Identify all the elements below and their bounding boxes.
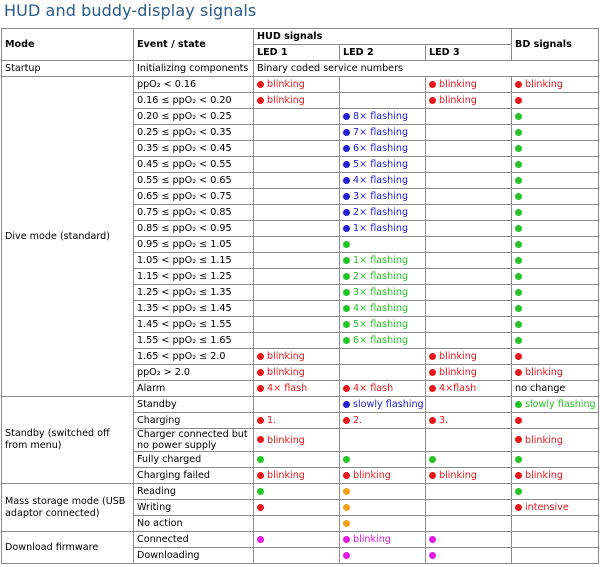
led1-cell [254, 253, 340, 269]
event-cell: 1.65 < ppO₂ ≤ 2.0 [134, 349, 254, 365]
led1-cell [254, 109, 340, 125]
led2-cell [340, 221, 426, 237]
mode-cell: Standby (switched off from menu) [2, 397, 134, 484]
header-led3: LED 3 [426, 45, 512, 61]
status-dot-icon [515, 177, 522, 184]
status-dot-icon [515, 97, 522, 104]
signal-label: blinking [525, 470, 563, 481]
bd-cell [512, 253, 599, 269]
led1-cell [254, 125, 340, 141]
signal-label: blinking [439, 367, 477, 378]
status-dot-icon [515, 145, 522, 152]
led1-cell [254, 532, 340, 548]
status-dot-icon [429, 552, 436, 559]
status-dot-icon [343, 520, 350, 527]
event-cell: Initializing components [134, 61, 254, 77]
led1-cell [254, 189, 340, 205]
status-dot-icon [257, 504, 264, 511]
led2-cell [340, 173, 426, 189]
status-dot-icon [343, 385, 350, 392]
signal-label: blinking [267, 79, 305, 90]
table-row [2, 484, 599, 500]
signal-label: blinking [439, 470, 477, 481]
status-dot-icon [515, 225, 522, 232]
event-cell: 1.35 < ppO₂ ≤ 1.45 [134, 301, 254, 317]
status-dot-icon [343, 488, 350, 495]
event-cell: 1.15 < ppO₂ ≤ 1.25 [134, 269, 254, 285]
status-dot-icon [343, 257, 350, 264]
status-dot-icon [257, 385, 264, 392]
event-cell: ppO₂ > 2.0 [134, 365, 254, 381]
header-led1: LED 1 [254, 45, 340, 61]
signal-span-cell: Binary coded service numbers [254, 61, 599, 77]
signal-label: 2. [353, 415, 363, 426]
header-event: Event / state [134, 29, 254, 61]
page-title: HUD and buddy-display signals [4, 1, 257, 20]
led2-cell [340, 77, 426, 93]
signal-label: 2× flashing [353, 207, 409, 218]
event-cell: 0.55 ≤ ppO₂ < 0.65 [134, 173, 254, 189]
led2-cell [340, 413, 426, 429]
header-row [2, 29, 599, 45]
event-cell: Charging failed [134, 468, 254, 484]
status-dot-icon [429, 353, 436, 360]
led3-cell [426, 468, 512, 484]
event-cell: 0.95 ≤ ppO₂ ≤ 1.05 [134, 237, 254, 253]
status-dot-icon [515, 113, 522, 120]
signal-label: 5× flashing [353, 159, 409, 170]
led1-cell [254, 333, 340, 349]
signal-label: 4×flash [439, 383, 477, 394]
led3-cell [426, 141, 512, 157]
bd-cell [512, 500, 599, 516]
led1-cell [254, 365, 340, 381]
led1-cell [254, 381, 340, 397]
event-cell: 0.45 ≤ ppO₂ < 0.55 [134, 157, 254, 173]
led2-cell [340, 109, 426, 125]
bd-cell [512, 333, 599, 349]
led3-cell [426, 397, 512, 413]
led3-cell [426, 125, 512, 141]
signal-label: blinking [525, 367, 563, 378]
bd-cell [512, 429, 599, 452]
event-cell: Writing [134, 500, 254, 516]
signal-label: 4× flashing [353, 175, 409, 186]
status-dot-icon [515, 129, 522, 136]
led1-cell [254, 285, 340, 301]
status-dot-icon [515, 369, 522, 376]
signal-label: blinking [267, 434, 305, 446]
led3-cell [426, 221, 512, 237]
signal-label: blinking [439, 79, 477, 90]
signal-label: blinking [267, 95, 305, 106]
status-dot-icon [343, 456, 350, 463]
status-dot-icon [515, 193, 522, 200]
bd-cell [512, 397, 599, 413]
led2-cell [340, 189, 426, 205]
status-dot-icon [257, 456, 264, 463]
status-dot-icon [515, 257, 522, 264]
status-dot-icon [515, 337, 522, 344]
status-dot-icon [343, 161, 350, 168]
signal-label: 4× flash [267, 383, 308, 394]
event-cell: Reading [134, 484, 254, 500]
status-dot-icon [515, 241, 522, 248]
status-dot-icon [257, 353, 264, 360]
led2-cell [340, 141, 426, 157]
led1-cell [254, 93, 340, 109]
signal-label: 8× flashing [353, 111, 409, 122]
table-row [2, 61, 599, 77]
led3-cell [426, 317, 512, 333]
signal-label: 1. [267, 415, 277, 426]
bd-cell [512, 516, 599, 532]
bd-cell [512, 125, 599, 141]
status-dot-icon [257, 369, 264, 376]
header-led2: LED 2 [340, 45, 426, 61]
led1-cell [254, 77, 340, 93]
table-row [2, 532, 599, 548]
led1-cell [254, 500, 340, 516]
led2-cell [340, 500, 426, 516]
led1-cell [254, 301, 340, 317]
status-dot-icon [515, 504, 522, 511]
header-bd: BD signals [512, 29, 599, 61]
mode-cell: Download firmware [2, 532, 134, 564]
table-row [2, 77, 599, 93]
led1-cell [254, 429, 340, 452]
bd-cell [512, 317, 599, 333]
led3-cell [426, 285, 512, 301]
bd-cell [512, 381, 599, 397]
event-cell: 0.85 ≤ ppO₂ < 0.95 [134, 221, 254, 237]
signal-label: 6× flashing [353, 335, 409, 346]
led3-cell [426, 381, 512, 397]
signal-label: 2× flashing [353, 271, 409, 282]
signal-label: 5× flashing [353, 319, 409, 330]
status-dot-icon [343, 241, 350, 248]
led3-cell [426, 516, 512, 532]
led3-cell [426, 157, 512, 173]
led2-cell [340, 157, 426, 173]
header-mode: Mode [2, 29, 134, 61]
signal-label: blinking [439, 95, 477, 106]
led2-cell [340, 452, 426, 468]
signal-label: slowly flashing [525, 399, 596, 410]
status-dot-icon [343, 145, 350, 152]
event-cell: Standby [134, 397, 254, 413]
bd-cell [512, 205, 599, 221]
status-dot-icon [515, 472, 522, 479]
led2-cell [340, 532, 426, 548]
status-dot-icon [257, 472, 264, 479]
status-dot-icon [343, 504, 350, 511]
led1-cell [254, 548, 340, 564]
led3-cell [426, 500, 512, 516]
bd-cell [512, 77, 599, 93]
led3-cell [426, 109, 512, 125]
led2-cell [340, 285, 426, 301]
status-dot-icon [515, 353, 522, 360]
status-dot-icon [257, 417, 264, 424]
mode-cell: Dive mode (standard) [2, 77, 134, 397]
led3-cell [426, 173, 512, 189]
led2-cell [340, 484, 426, 500]
signal-label: blinking [439, 351, 477, 362]
led2-cell [340, 125, 426, 141]
signal-label: blinking [267, 351, 305, 362]
bd-cell [512, 468, 599, 484]
event-cell: 1.45 < ppO₂ ≤ 1.55 [134, 317, 254, 333]
led2-cell [340, 365, 426, 381]
led1-cell [254, 349, 340, 365]
event-cell: Charger connected but no power supply [134, 429, 254, 452]
led1-cell [254, 221, 340, 237]
status-dot-icon [257, 81, 264, 88]
signal-label: 7× flashing [353, 127, 409, 138]
status-dot-icon [343, 289, 350, 296]
led1-cell [254, 468, 340, 484]
status-dot-icon [429, 385, 436, 392]
signal-label: blinking [525, 434, 563, 446]
status-dot-icon [343, 552, 350, 559]
event-cell: Fully charged [134, 452, 254, 468]
bd-cell [512, 157, 599, 173]
led1-cell [254, 484, 340, 500]
event-cell: 0.35 ≤ ppO₂ < 0.45 [134, 141, 254, 157]
event-cell: 0.75 ≤ ppO₂ < 0.85 [134, 205, 254, 221]
signal-label: 4× flash [353, 383, 394, 394]
led1-cell [254, 516, 340, 532]
status-dot-icon [515, 456, 522, 463]
signal-label: blinking [353, 470, 391, 481]
led3-cell [426, 413, 512, 429]
status-dot-icon [429, 417, 436, 424]
led2-cell [340, 516, 426, 532]
led3-cell [426, 333, 512, 349]
event-cell: No action [134, 516, 254, 532]
led2-cell [340, 349, 426, 365]
bd-cell [512, 141, 599, 157]
status-dot-icon [515, 81, 522, 88]
led3-cell [426, 77, 512, 93]
status-dot-icon [257, 488, 264, 495]
signal-label: 3× flashing [353, 287, 409, 298]
led3-cell [426, 301, 512, 317]
led3-cell [426, 365, 512, 381]
signals-table [1, 28, 599, 564]
status-dot-icon [515, 161, 522, 168]
bd-cell [512, 109, 599, 125]
status-dot-icon [343, 193, 350, 200]
led1-cell [254, 397, 340, 413]
bd-cell [512, 413, 599, 429]
led3-cell [426, 205, 512, 221]
status-dot-icon [515, 273, 522, 280]
led2-cell [340, 429, 426, 452]
signal-label: blinking [267, 470, 305, 481]
event-cell: Downloading [134, 548, 254, 564]
bd-cell [512, 484, 599, 500]
bd-cell [512, 548, 599, 564]
status-dot-icon [515, 321, 522, 328]
status-dot-icon [429, 456, 436, 463]
bd-cell [512, 452, 599, 468]
bd-cell [512, 269, 599, 285]
led3-cell [426, 237, 512, 253]
status-dot-icon [343, 472, 350, 479]
header-hud: HUD signals [254, 29, 512, 45]
signal-label: 3. [439, 415, 449, 426]
signal-label: 4× flashing [353, 303, 409, 314]
led3-cell [426, 452, 512, 468]
event-cell: Connected [134, 532, 254, 548]
bd-cell [512, 173, 599, 189]
status-dot-icon [343, 129, 350, 136]
status-dot-icon [257, 436, 264, 443]
event-cell: 0.20 ≤ ppO₂ < 0.25 [134, 109, 254, 125]
status-dot-icon [257, 536, 264, 543]
status-dot-icon [429, 369, 436, 376]
led3-cell [426, 269, 512, 285]
status-dot-icon [343, 337, 350, 344]
led2-cell [340, 301, 426, 317]
status-dot-icon [343, 273, 350, 280]
status-dot-icon [343, 417, 350, 424]
status-dot-icon [343, 225, 350, 232]
event-cell: 0.65 ≤ ppO₂ < 0.75 [134, 189, 254, 205]
signal-label: blinking [267, 367, 305, 378]
led2-cell [340, 269, 426, 285]
bd-cell [512, 301, 599, 317]
event-cell: 1.55 < ppO₂ ≤ 1.65 [134, 333, 254, 349]
led2-cell [340, 397, 426, 413]
event-cell: ppO₂ < 0.16 [134, 77, 254, 93]
signal-label: blinking [525, 79, 563, 90]
signal-label: slowly flashing [353, 399, 424, 410]
status-dot-icon [343, 321, 350, 328]
bd-cell [512, 237, 599, 253]
status-dot-icon [257, 97, 264, 104]
led2-cell [340, 468, 426, 484]
signal-label: intensive [525, 502, 569, 513]
status-dot-icon [343, 401, 350, 408]
status-dot-icon [515, 488, 522, 495]
led1-cell [254, 237, 340, 253]
event-cell: 1.05 < ppO₂ ≤ 1.15 [134, 253, 254, 269]
led2-cell [340, 93, 426, 109]
led2-cell [340, 205, 426, 221]
bd-cell [512, 221, 599, 237]
status-dot-icon [343, 305, 350, 312]
bd-cell [512, 349, 599, 365]
signal-label: blinking [353, 534, 391, 545]
status-dot-icon [515, 436, 522, 443]
status-dot-icon [343, 209, 350, 216]
event-cell: 1.25 < ppO₂ ≤ 1.35 [134, 285, 254, 301]
led2-cell [340, 317, 426, 333]
status-dot-icon [343, 177, 350, 184]
status-dot-icon [429, 81, 436, 88]
status-dot-icon [515, 289, 522, 296]
led3-cell [426, 189, 512, 205]
bd-cell [512, 532, 599, 548]
mode-cell: Mass storage mode (USB adaptor connected) [2, 484, 134, 532]
status-dot-icon [515, 305, 522, 312]
led3-cell [426, 93, 512, 109]
event-cell: 0.16 ≤ ppO₂ < 0.20 [134, 93, 254, 109]
signal-label: no change [515, 383, 566, 394]
event-cell: 0.25 ≤ ppO₂ < 0.35 [134, 125, 254, 141]
event-cell: Alarm [134, 381, 254, 397]
status-dot-icon [429, 472, 436, 479]
led3-cell [426, 349, 512, 365]
table-row [2, 397, 599, 413]
status-dot-icon [343, 536, 350, 543]
led1-cell [254, 413, 340, 429]
signal-label: 6× flashing [353, 143, 409, 154]
led3-cell [426, 429, 512, 452]
bd-cell [512, 93, 599, 109]
bd-cell [512, 285, 599, 301]
mode-cell: Startup [2, 61, 134, 77]
event-cell: Charging [134, 413, 254, 429]
status-dot-icon [429, 536, 436, 543]
status-dot-icon [343, 113, 350, 120]
led1-cell [254, 205, 340, 221]
led1-cell [254, 141, 340, 157]
status-dot-icon [515, 417, 522, 424]
led2-cell [340, 333, 426, 349]
signal-label: 1× flashing [353, 223, 409, 234]
led2-cell [340, 237, 426, 253]
led1-cell [254, 173, 340, 189]
status-dot-icon [515, 401, 522, 408]
led3-cell [426, 532, 512, 548]
bd-cell [512, 365, 599, 381]
led1-cell [254, 452, 340, 468]
status-dot-icon [515, 209, 522, 216]
led3-cell [426, 484, 512, 500]
led3-cell [426, 253, 512, 269]
signal-label: 3× flashing [353, 191, 409, 202]
led2-cell [340, 253, 426, 269]
led1-cell [254, 157, 340, 173]
signals-body [2, 61, 599, 564]
bd-cell [512, 189, 599, 205]
led1-cell [254, 269, 340, 285]
led3-cell [426, 548, 512, 564]
signal-label: 1× flashing [353, 255, 409, 266]
led2-cell [340, 381, 426, 397]
led2-cell [340, 548, 426, 564]
led1-cell [254, 317, 340, 333]
status-dot-icon [429, 97, 436, 104]
